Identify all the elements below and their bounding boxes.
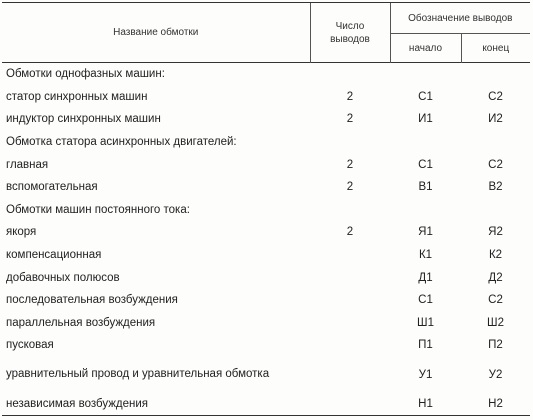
winding-name: статор синхронных машин xyxy=(6,90,148,103)
table-row xyxy=(2,244,530,267)
terminal-start: С1 xyxy=(418,158,433,171)
terminal-start: В1 xyxy=(418,181,433,194)
terminal-count xyxy=(310,266,390,289)
windings-table xyxy=(2,2,530,416)
terminal-end: С2 xyxy=(488,90,503,103)
table-row xyxy=(2,221,530,244)
terminal-end: В2 xyxy=(488,181,503,194)
table-row xyxy=(2,176,530,199)
terminal-end xyxy=(461,199,530,222)
table-row xyxy=(2,108,530,131)
header-terminal-count: Число выводов xyxy=(310,3,390,63)
winding-name: индуктор синхронных машин xyxy=(6,113,161,126)
terminal-count: 2 xyxy=(346,113,354,126)
terminal-end: К2 xyxy=(488,249,503,262)
table-header xyxy=(2,3,530,64)
terminal-count xyxy=(310,199,390,222)
terminal-end: Я2 xyxy=(488,226,503,239)
terminal-start xyxy=(390,131,461,154)
terminal-count xyxy=(310,244,390,267)
header-end: конец xyxy=(461,34,530,63)
terminal-end xyxy=(461,131,530,154)
winding-name: последовательная возбуждения xyxy=(6,294,178,307)
terminal-count: 2 xyxy=(346,90,354,103)
winding-name: пусковая xyxy=(6,339,54,352)
terminal-start: Н1 xyxy=(390,393,461,416)
terminal-count: 2 xyxy=(346,158,354,171)
winding-name: компенсационная xyxy=(6,249,102,262)
winding-name: параллельная возбуждения xyxy=(6,316,156,329)
terminal-end: И2 xyxy=(488,113,503,126)
terminal-start: Д1 xyxy=(418,271,433,284)
winding-name: якоря xyxy=(6,226,37,239)
terminal-count xyxy=(310,334,390,357)
winding-name: Обмотки однофазных машин: xyxy=(6,68,165,81)
terminal-start: У1 xyxy=(418,368,433,381)
winding-name: Обмотка статора асинхронных двигателей: xyxy=(6,136,237,149)
terminal-start: П1 xyxy=(418,339,433,352)
terminal-count xyxy=(310,131,390,154)
table-row xyxy=(2,312,530,335)
table-row xyxy=(2,393,530,416)
table-row xyxy=(2,266,530,289)
terminal-start xyxy=(390,199,461,222)
terminal-count xyxy=(310,289,390,312)
table-row xyxy=(2,86,530,109)
terminal-count: 2 xyxy=(346,181,354,194)
winding-name: главная xyxy=(6,158,49,171)
table-body xyxy=(2,63,530,416)
terminal-start: С1 xyxy=(418,90,433,103)
winding-name: независимая возбуждения xyxy=(2,393,310,416)
winding-name: уравнительный провод и уравнительная обмотка xyxy=(6,368,270,381)
table-row xyxy=(2,289,530,312)
winding-name: Обмотки машин постоянного тока: xyxy=(6,203,190,216)
terminal-end: У2 xyxy=(488,368,503,381)
terminal-count xyxy=(310,63,390,86)
terminal-start: Ш1 xyxy=(417,316,434,329)
terminal-count xyxy=(310,357,390,393)
terminal-end xyxy=(461,63,530,86)
terminal-start: Я1 xyxy=(418,226,433,239)
terminal-end: Д2 xyxy=(488,271,503,284)
table-group-row xyxy=(2,63,530,86)
terminal-count xyxy=(310,393,390,416)
table-group-row xyxy=(2,199,530,222)
table-row xyxy=(2,153,530,176)
table-row xyxy=(2,357,530,393)
table-group-row xyxy=(2,131,530,154)
terminal-start xyxy=(390,63,461,86)
terminal-start: К1 xyxy=(418,249,433,262)
terminal-end: Ш2 xyxy=(487,316,504,329)
table-row xyxy=(2,334,530,357)
winding-name: добавочных полюсов xyxy=(6,271,120,284)
terminal-count: 2 xyxy=(346,226,354,239)
terminal-start: С1 xyxy=(418,294,433,307)
terminal-end: С2 xyxy=(488,158,503,171)
terminal-end: Н2 xyxy=(461,393,530,416)
header-winding-name: Название обмотки xyxy=(2,3,310,63)
header-start: начало xyxy=(390,34,461,63)
terminal-end: С2 xyxy=(488,294,503,307)
terminal-end: П2 xyxy=(488,339,503,352)
terminal-count xyxy=(310,312,390,335)
winding-name: вспомогательная xyxy=(6,181,98,194)
terminal-start: И1 xyxy=(418,113,433,126)
header-terminal-designation: Обозначение выводов xyxy=(390,3,530,34)
